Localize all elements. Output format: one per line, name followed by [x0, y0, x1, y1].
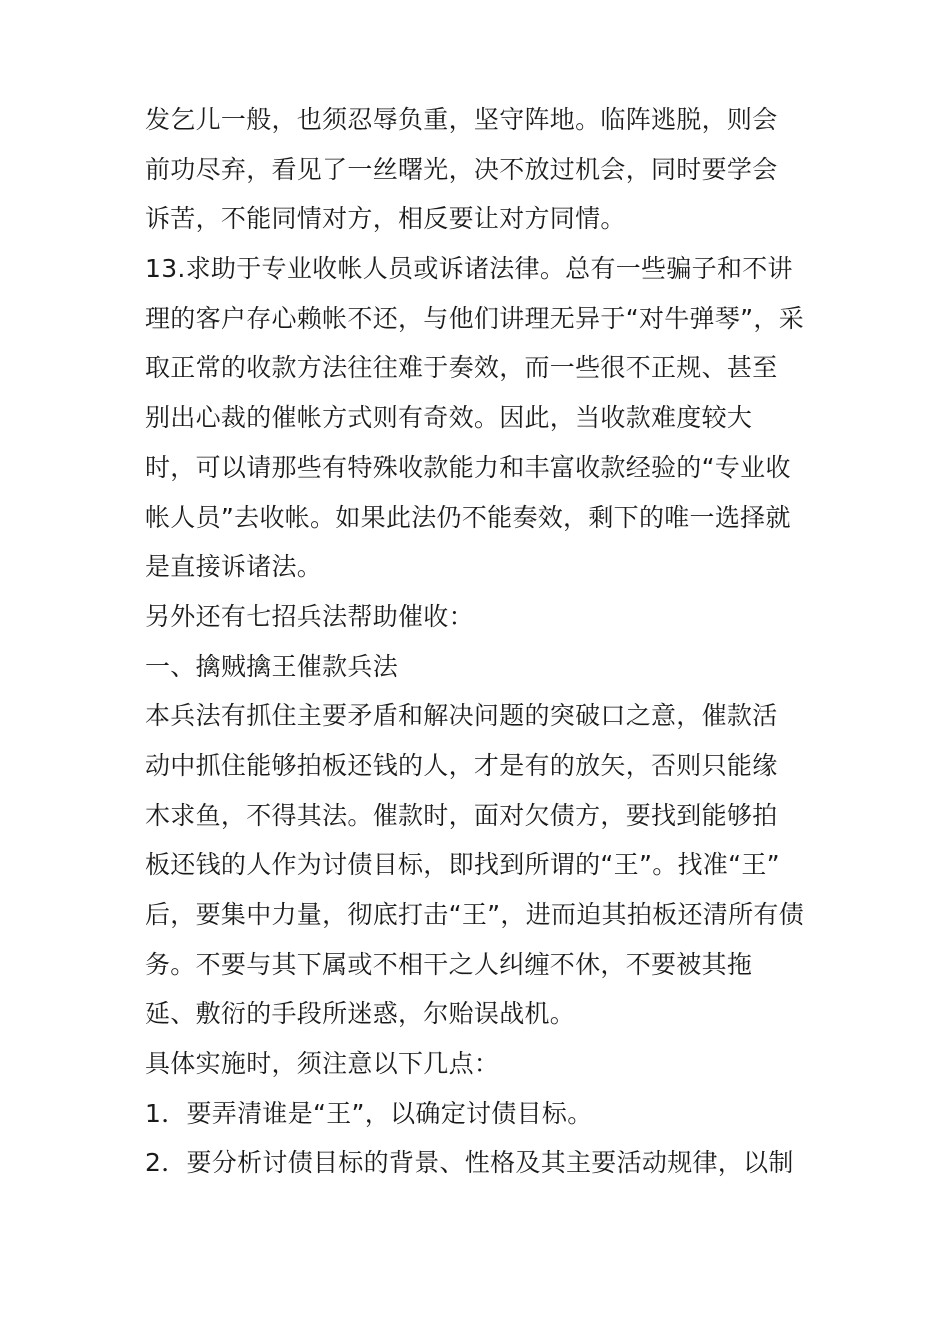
- text-line: 帐人员”去收帐。如果此法仍不能奏效，剩下的唯一选择就: [145, 502, 791, 532]
- text-line: 发乞儿一般，也须忍辱负重，坚守阵地。临阵逃脱，则会: [145, 105, 778, 134]
- text-line: 另外还有七招兵法帮助催收：: [145, 601, 474, 631]
- text-line: 取正常的收款方法往往难于奏效，而一些很不正规、甚至: [145, 353, 778, 383]
- text-line: 务。不要与其下属或不相干之人纠缠不休，不要被其拖: [145, 949, 753, 979]
- text-line: 诉苦，不能同情对方，相反要让对方同情。: [145, 204, 626, 234]
- body-text: [145, 95, 825, 1188]
- section-heading: 一、擒贼擒王催款兵法: [145, 651, 399, 681]
- text-line: 理的客户存心赖帐不还，与他们讲理无异于“对牛弹琴”，采: [145, 303, 805, 333]
- text-line: 13.求助于专业收帐人员或诉诸法律。总有一些骗子和不讲: [145, 254, 793, 284]
- text-line: 后，要集中力量，彻底打击“王”，进而迫其拍板还清所有债: [145, 900, 805, 929]
- text-line: 前功尽弃，看见了一丝曙光，决不放过机会，同时要学会: [145, 154, 778, 184]
- list-item: 2．要分析讨债目标的背景、性格及其主要活动规律，以制: [145, 1148, 794, 1178]
- list-item: 1．要弄清谁是“王”，以确定讨债目标。: [145, 1098, 593, 1128]
- text-line: 本兵法有抓住主要矛盾和解决问题的突破口之意，催款活: [145, 701, 778, 731]
- text-line: 延、敷衍的手段所迷惑，尔贻误战机。: [145, 999, 576, 1029]
- text-line: 板还钱的人作为讨债目标，即找到所谓的“王”。找准“王”: [145, 850, 780, 880]
- text-line: 动中抓住能够拍板还钱的人，才是有的放矢，否则只能缘: [145, 750, 778, 780]
- text-line: 具体实施时，须注意以下几点：: [145, 1049, 500, 1079]
- text-line: 时，可以请那些有特殊收款能力和丰富收款经验的“专业收: [145, 452, 791, 482]
- text-line: 别出心裁的催帐方式则有奇效。因此，当收款难度较大: [145, 403, 753, 433]
- text-line: 木求鱼，不得其法。催款时，面对欠债方，要找到能够拍: [145, 800, 778, 830]
- text-line: 是直接诉诸法。: [145, 552, 323, 582]
